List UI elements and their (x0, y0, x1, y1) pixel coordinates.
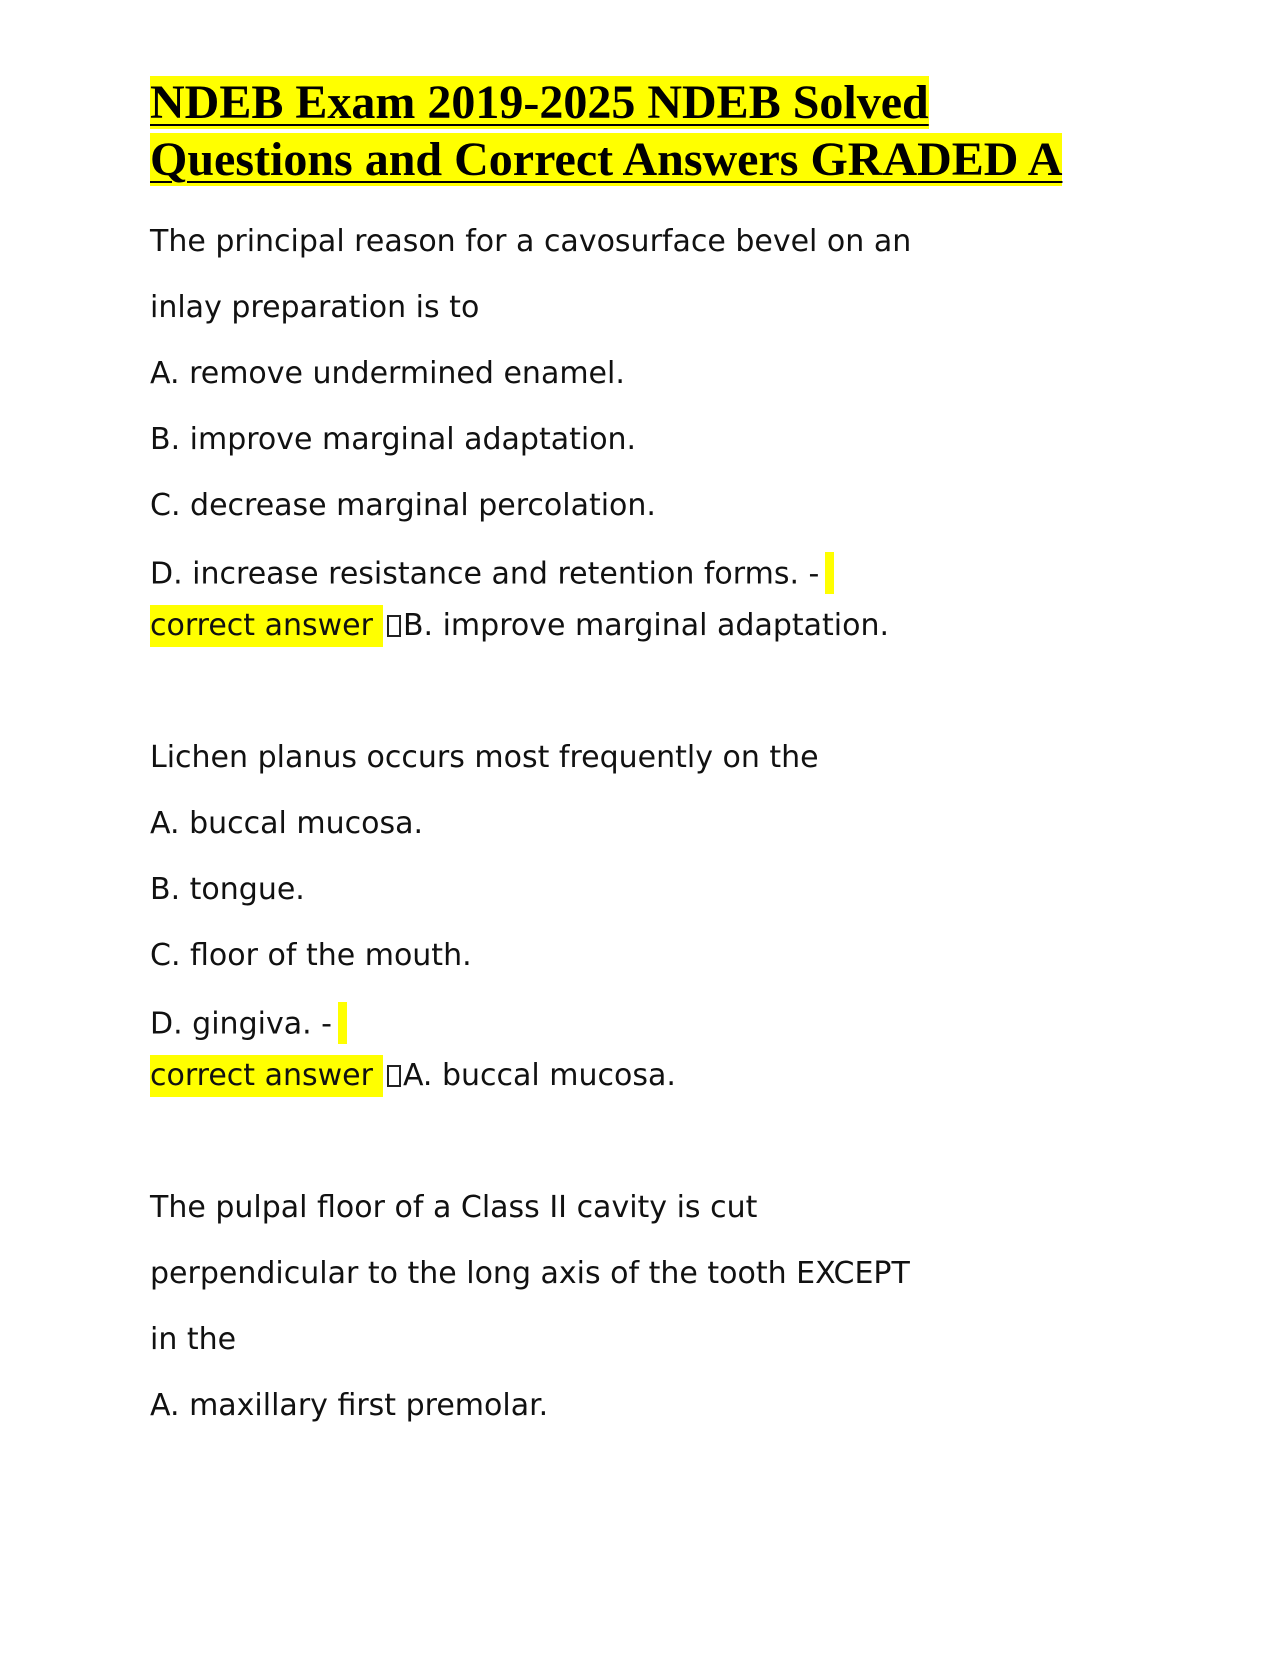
document-title (150, 74, 1150, 188)
question-3-stem-line-1: The pulpal floor of a Class II cavity is cut (150, 1190, 758, 1225)
question-1-option-a: A. remove undermined enamel. (150, 356, 625, 391)
title-line-2: Questions and Correct Answers GRADED A (150, 133, 1063, 186)
question-1-option-d-text: D. increase resistance and retention forms. - (150, 556, 820, 592)
highlight-mark (825, 552, 834, 594)
question-1-stem-line-2: inlay preparation is to (150, 290, 480, 325)
question-1-answer-text: B. improve marginal adaptation. (402, 608, 890, 643)
missing-glyph-icon (387, 1065, 401, 1087)
question-2-option-d-text: D. gingiva. - (150, 1006, 332, 1042)
title-line-1: NDEB Exam 2019-2025 NDEB Solved (150, 76, 929, 129)
missing-glyph-icon (387, 615, 401, 637)
question-2-option-d (150, 1004, 347, 1046)
question-1-option-b: B. improve marginal adaptation. (150, 422, 637, 457)
question-1-stem-line-1: The principal reason for a cavosurface bevel on an (150, 224, 912, 259)
correct-answer-label: correct answer (150, 1055, 383, 1097)
question-3-option-a: A. maxillary first premolar. (150, 1388, 549, 1423)
question-1-option-d (150, 554, 834, 596)
highlight-mark (338, 1002, 347, 1044)
question-2-option-c: C. floor of the mouth. (150, 938, 472, 973)
question-2-answer (150, 1055, 676, 1097)
question-2-stem-line-1: Lichen planus occurs most frequently on the (150, 740, 819, 775)
question-1-option-c: C. decrease marginal percolation. (150, 488, 656, 523)
question-2-answer-text: A. buccal mucosa. (402, 1058, 676, 1093)
question-3-stem-line-3: in the (150, 1322, 237, 1357)
correct-answer-label: correct answer (150, 605, 383, 647)
question-2-option-b: B. tongue. (150, 872, 305, 907)
question-3-stem-line-2: perpendicular to the long axis of the tooth EXCEPT (150, 1256, 910, 1291)
question-2-option-a: A. buccal mucosa. (150, 806, 424, 841)
question-1-answer (150, 605, 889, 647)
